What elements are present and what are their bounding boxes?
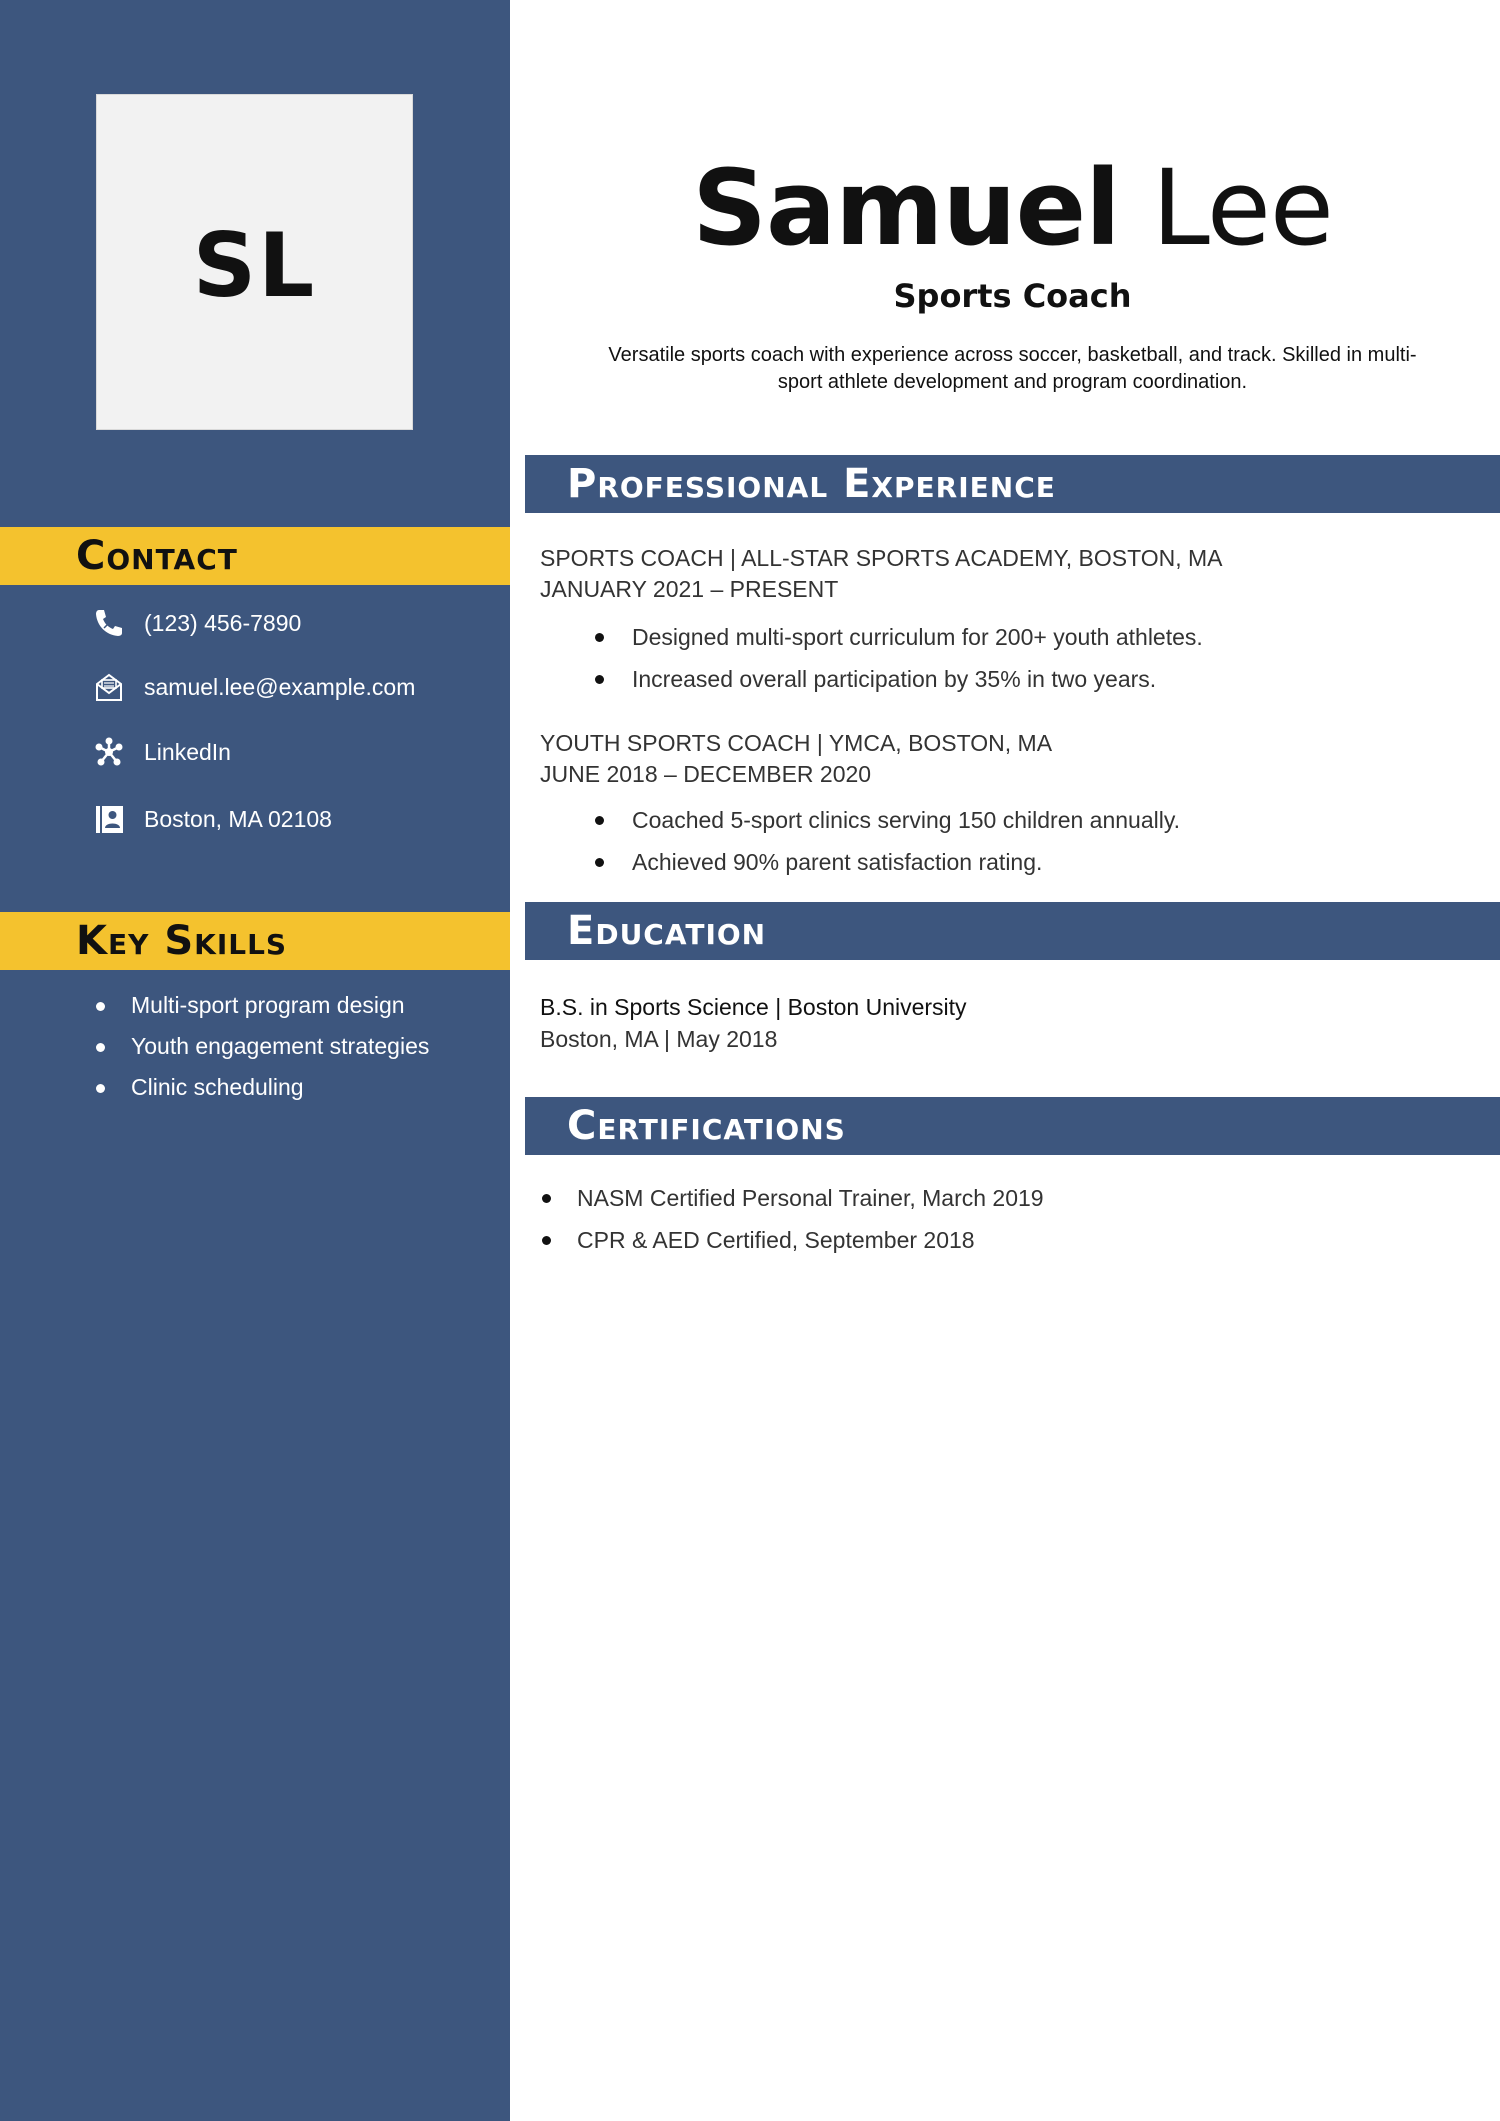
skills-list [94, 990, 429, 1113]
location-text: Boston, MA 02108 [144, 805, 332, 832]
job-bullet: Achieved 90% parent satisfaction rating. [595, 847, 1180, 889]
contact-location [92, 801, 332, 837]
envelope-icon [92, 670, 126, 704]
experience-heading-label: Professional Experience [567, 461, 1056, 507]
initials: SL [192, 213, 317, 317]
skill-item: Youth engagement strategies [94, 1031, 429, 1072]
education-heading [525, 902, 1500, 960]
skills-heading [0, 912, 510, 970]
sidebar [0, 0, 510, 2121]
candidate-name [525, 148, 1500, 268]
network-icon [92, 735, 126, 769]
job-bullets [595, 622, 1203, 706]
job-bullet: Designed multi-sport curriculum for 200+ youth athletes. [595, 622, 1203, 664]
education-heading-label: Education [567, 908, 767, 954]
job-bullet: Increased overall participation by 35% in two years. [595, 664, 1203, 706]
skill-item: Multi-sport program design [94, 990, 429, 1031]
contact-heading-label: Contact [76, 533, 238, 579]
first-name: Samuel [692, 147, 1120, 269]
last-name: Lee [1151, 147, 1333, 269]
job-bullet: Coached 5-sport clinics serving 150 children annually. [595, 805, 1180, 847]
job-title-line: YOUTH SPORTS COACH | YMCA, BOSTON, MA [540, 730, 1053, 756]
degree-line: B.S. in Sports Science | Boston University [540, 994, 967, 1020]
initials-box [96, 94, 413, 430]
skill-item: Clinic scheduling [94, 1072, 429, 1113]
certification-item: NASM Certified Personal Trainer, March 2019 [540, 1183, 1044, 1225]
certifications-heading [525, 1097, 1500, 1155]
job-dates: JUNE 2018 – DECEMBER 2020 [540, 761, 872, 787]
job-entry-header [540, 543, 1223, 605]
summary: Versatile sports coach with experience across soccer, basketball, and track. Skilled in multi-sport athlete development and program coordination. [608, 344, 1417, 393]
education-place-line: Boston, MA | May 2018 [540, 1026, 778, 1052]
education-entry [540, 991, 967, 1055]
contact-phone [92, 605, 301, 641]
phone-text: (123) 456-7890 [144, 609, 302, 636]
contact-email[interactable] [92, 669, 415, 705]
job-title-line: SPORTS COACH | ALL-STAR SPORTS ACADEMY, BOSTON, MA [540, 545, 1223, 571]
certifications-list [540, 1183, 1044, 1267]
contact-linkedin[interactable] [92, 734, 231, 770]
certifications-heading-label: Certifications [567, 1103, 846, 1149]
job-dates: JANUARY 2021 – PRESENT [540, 576, 839, 602]
job-entry-header [540, 728, 1052, 790]
email-text[interactable]: samuel.lee@example.com [144, 673, 416, 700]
contact-heading [0, 527, 510, 585]
address-book-icon [92, 802, 126, 836]
job-bullets [595, 805, 1180, 889]
certification-item: CPR & AED Certified, September 2018 [540, 1225, 1044, 1267]
experience-heading [525, 455, 1500, 513]
skills-heading-label: Key Skills [76, 918, 288, 964]
linkedin-text[interactable]: LinkedIn [144, 738, 231, 765]
job-title: Sports Coach [893, 277, 1132, 315]
phone-icon [92, 606, 126, 640]
